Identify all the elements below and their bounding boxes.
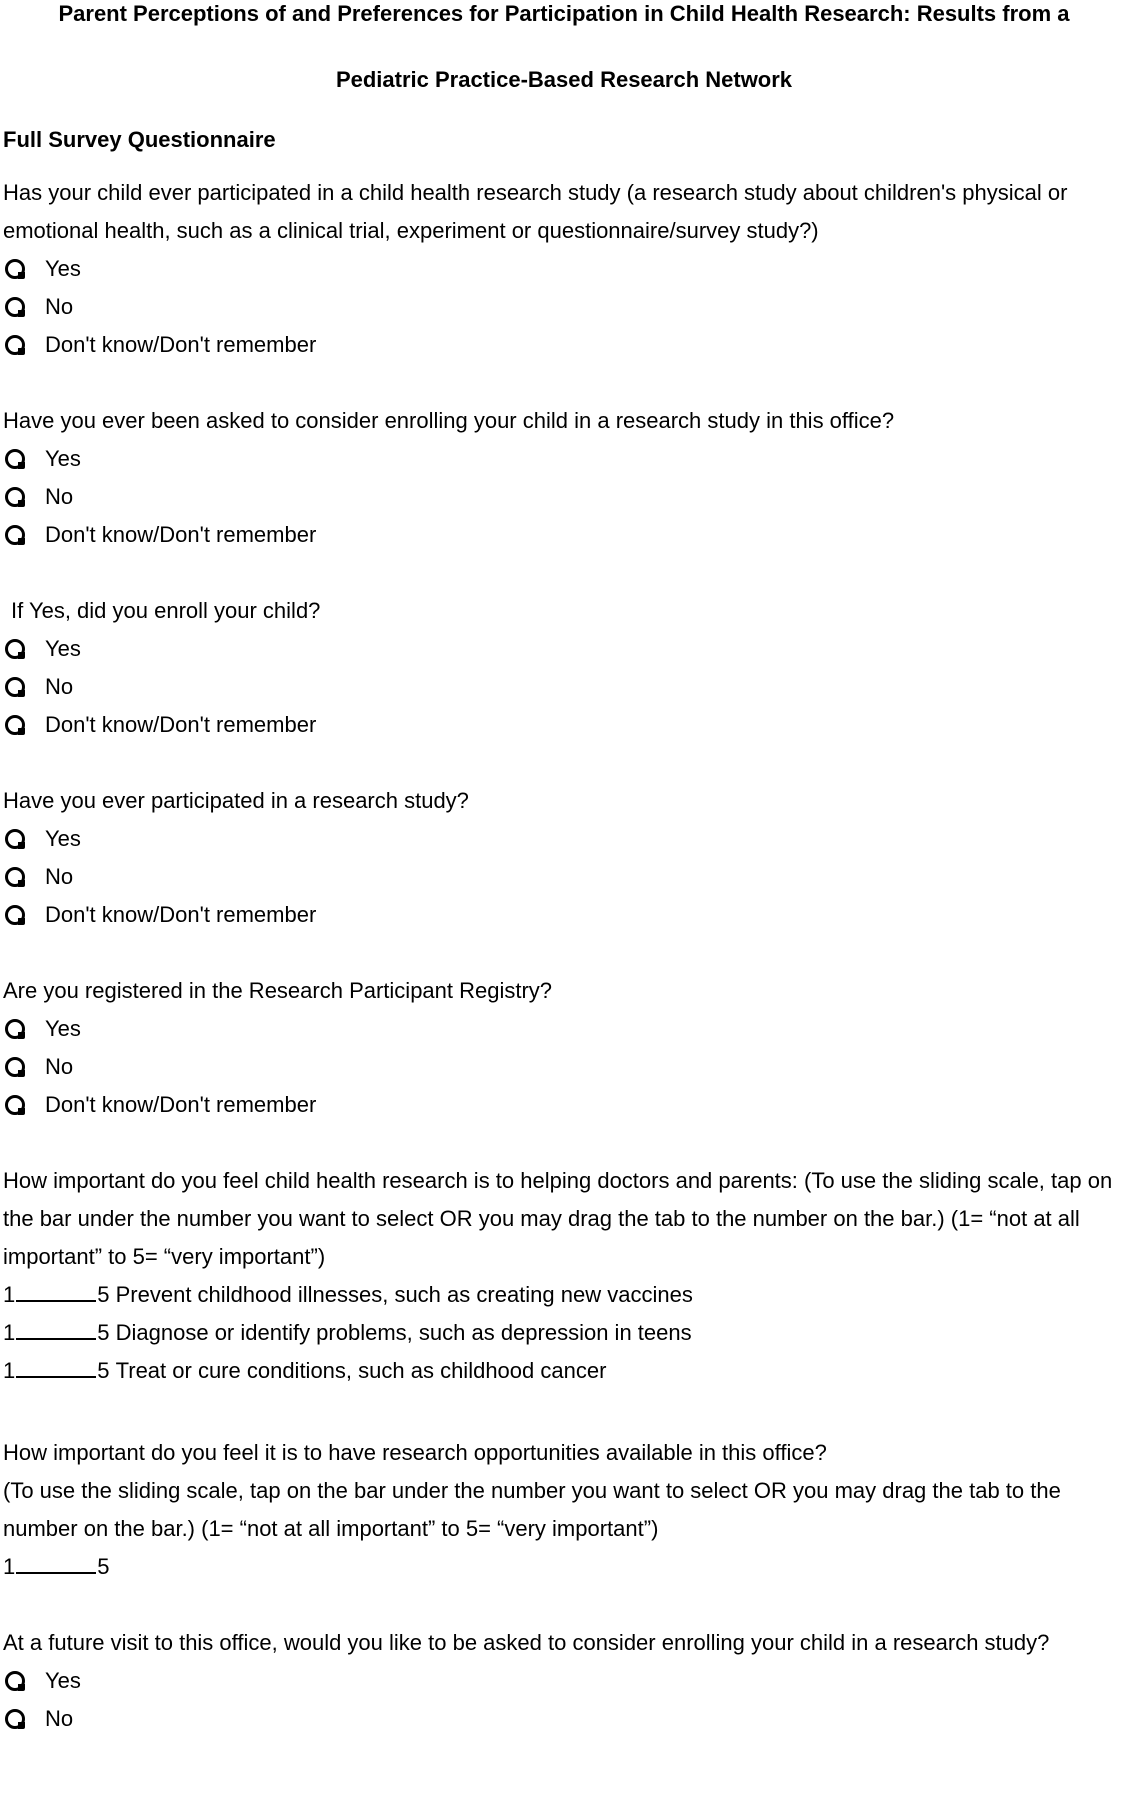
question-4 (3, 782, 1125, 934)
option-dont-know[interactable] (3, 706, 1125, 744)
option-no[interactable] (3, 478, 1125, 516)
option-label: Don't know/Don't remember (45, 712, 317, 737)
radio-icon[interactable] (5, 259, 25, 279)
option-no[interactable] (3, 668, 1125, 706)
question-5 (3, 972, 1125, 1124)
scale-max: 5 (97, 1320, 110, 1345)
slider-row-treat[interactable] (3, 1352, 1125, 1390)
option-label: No (45, 1054, 74, 1079)
option-label: No (45, 864, 74, 889)
option-yes[interactable] (3, 1010, 1125, 1048)
radio-icon[interactable] (5, 1057, 25, 1077)
radio-icon[interactable] (5, 905, 25, 925)
subheading: Full Survey Questionnaire (3, 127, 276, 152)
option-dont-know[interactable] (3, 1086, 1125, 1124)
option-label: Yes (45, 446, 81, 471)
option-label: Yes (45, 636, 81, 661)
scale-min: 1 (3, 1320, 16, 1345)
radio-icon[interactable] (5, 297, 25, 317)
title-line-1: Parent Perceptions of and Preferences for Participation in Child Health Research: Results from a (58, 1, 1070, 26)
question-text: If Yes, did you enroll your child? (11, 598, 321, 623)
slider-track[interactable] (16, 1552, 96, 1574)
scale-max: 5 (97, 1282, 110, 1307)
option-no[interactable] (3, 858, 1125, 896)
option-label: No (45, 484, 74, 509)
option-label: Don't know/Don't remember (45, 522, 317, 547)
option-yes[interactable] (3, 820, 1125, 858)
option-label: Yes (45, 256, 81, 281)
question-text: How important do you feel it is to have research opportunities available in this office? (3, 1440, 827, 1465)
option-dont-know[interactable] (3, 896, 1125, 934)
radio-icon[interactable] (5, 449, 25, 469)
radio-icon[interactable] (5, 715, 25, 735)
slider-row-diagnose[interactable] (3, 1314, 1125, 1352)
question-text: Has your child ever participated in a child health research study (a research study about children's physical or emotional health, such as a clinical trial, experiment or questionnaire/survey study?) (3, 180, 1068, 243)
question-3 (3, 592, 1125, 744)
document-title (3, 0, 1125, 94)
radio-icon[interactable] (5, 639, 25, 659)
slider-row-prevent[interactable] (3, 1276, 1125, 1314)
option-label: Don't know/Don't remember (45, 902, 317, 927)
radio-icon[interactable] (5, 1019, 25, 1039)
question-text: Have you ever participated in a research study? (3, 788, 469, 813)
slider-track[interactable] (16, 1356, 96, 1378)
question-text: At a future visit to this office, would you like to be asked to consider enrolling your child in a research study? (3, 1630, 1050, 1655)
option-label: No (45, 294, 74, 319)
scale-min: 1 (3, 1554, 16, 1579)
radio-icon[interactable] (5, 677, 25, 697)
option-dont-know[interactable] (3, 326, 1125, 364)
slider-track[interactable] (16, 1318, 96, 1340)
slider-label: Prevent childhood illnesses, such as creating new vaccines (115, 1282, 693, 1307)
question-instructions: (To use the sliding scale, tap on the bar under the number you want to select OR you may drag the tab to the number on the bar.) (1= “not at all important” to 5= “very important”) (3, 1478, 1061, 1541)
option-label: Don't know/Don't remember (45, 332, 317, 357)
radio-icon[interactable] (5, 1709, 25, 1729)
option-yes[interactable] (3, 630, 1125, 668)
title-line-2: Pediatric Practice-Based Research Network (335, 67, 793, 92)
option-label: Yes (45, 1668, 81, 1693)
scale-max: 5 (97, 1358, 110, 1383)
office-question (3, 1434, 1125, 1586)
scale-max: 5 (97, 1554, 110, 1579)
radio-icon[interactable] (5, 829, 25, 849)
question-1 (3, 174, 1125, 364)
option-no[interactable] (3, 1700, 1125, 1738)
importance-question (3, 1162, 1125, 1390)
option-no[interactable] (3, 288, 1125, 326)
radio-icon[interactable] (5, 335, 25, 355)
option-label: Yes (45, 1016, 81, 1041)
scale-min: 1 (3, 1358, 16, 1383)
option-label: Don't know/Don't remember (45, 1092, 317, 1117)
slider-label: Treat or cure conditions, such as childhood cancer (115, 1358, 607, 1383)
option-label: No (45, 1706, 74, 1731)
future-question (3, 1624, 1125, 1738)
radio-icon[interactable] (5, 867, 25, 887)
question-text: Have you ever been asked to consider enrolling your child in a research study in this office? (3, 408, 895, 433)
radio-icon[interactable] (5, 525, 25, 545)
question-text: How important do you feel child health research is to helping doctors and parents: (To use the sliding scale, tap on the bar under the number you want to select OR you may drag the tab to the number on the bar.) (1= “not at all important” to 5= “very important”) (3, 1168, 1113, 1269)
scale-min: 1 (3, 1282, 16, 1307)
option-yes[interactable] (3, 250, 1125, 288)
option-yes[interactable] (3, 440, 1125, 478)
option-no[interactable] (3, 1048, 1125, 1086)
radio-icon[interactable] (5, 487, 25, 507)
radio-icon[interactable] (5, 1095, 25, 1115)
question-2 (3, 402, 1125, 554)
slider-row-office[interactable] (3, 1548, 1125, 1586)
option-label: Yes (45, 826, 81, 851)
radio-icon[interactable] (5, 1671, 25, 1691)
option-label: No (45, 674, 74, 699)
slider-track[interactable] (16, 1280, 96, 1302)
slider-label: Diagnose or identify problems, such as depression in teens (115, 1320, 692, 1345)
option-dont-know[interactable] (3, 516, 1125, 554)
question-text: Are you registered in the Research Participant Registry? (3, 978, 553, 1003)
option-yes[interactable] (3, 1662, 1125, 1700)
